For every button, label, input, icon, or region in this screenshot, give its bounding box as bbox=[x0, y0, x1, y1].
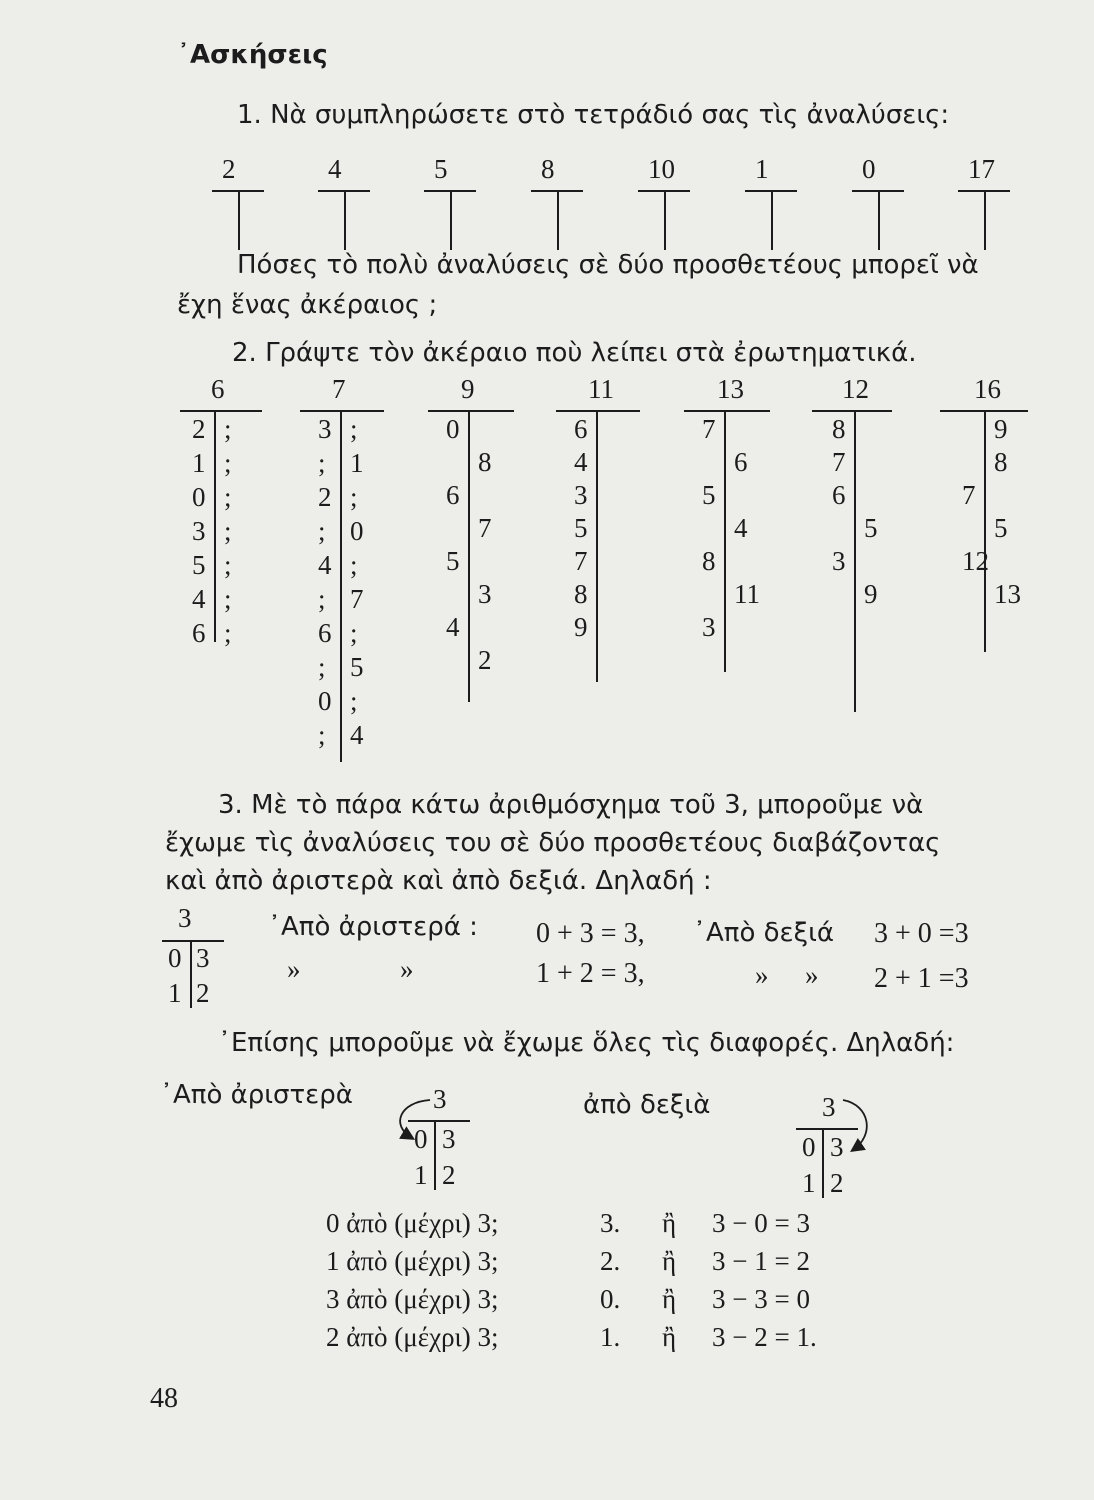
table-top-number: 6 bbox=[211, 374, 225, 404]
table-cell-right: 1 bbox=[350, 448, 364, 478]
figure-r2-left: 1 bbox=[414, 1160, 428, 1190]
differences-intro: ᾿Επίσης μποροῦμε νὰ ἔχωμε ὅλες τὶς διαφορές. Δηλαδή: bbox=[218, 1028, 955, 1058]
table-cell-right: ; bbox=[224, 584, 232, 614]
table-cell-left: 2 bbox=[318, 482, 332, 512]
table-cell-left: 0 bbox=[318, 686, 332, 716]
figure-r1-left: 0 bbox=[414, 1124, 428, 1154]
table-cell-right: 7 bbox=[350, 584, 364, 614]
table-cell-left: 3 bbox=[318, 414, 332, 444]
table-cell-left: 1 bbox=[192, 448, 206, 478]
table-cell-left: 4 bbox=[192, 584, 206, 614]
figure-r2-right: 2 bbox=[830, 1168, 844, 1198]
figure-number: 10 bbox=[648, 154, 675, 184]
difference-answer: 2. bbox=[600, 1246, 621, 1276]
figure-number: 8 bbox=[541, 154, 555, 184]
difference-equation: 3 − 2 = 1. bbox=[712, 1322, 817, 1352]
figure-r1-right: 3 bbox=[442, 1124, 456, 1154]
ditto-mark: » bbox=[755, 960, 769, 990]
table-cell-right: 3 bbox=[478, 579, 492, 609]
table-cell-right: ; bbox=[224, 550, 232, 580]
table-cell-left: 8 bbox=[832, 414, 846, 444]
table-cell-right: 11 bbox=[734, 579, 760, 609]
figure-top: 3 bbox=[433, 1084, 447, 1114]
or-word: ἢ bbox=[662, 1246, 677, 1276]
table-cell-left: 5 bbox=[192, 550, 206, 580]
table-cell-left: 3 bbox=[832, 546, 846, 576]
table-cell-left: 5 bbox=[446, 546, 460, 576]
or-word: ἢ bbox=[662, 1322, 677, 1352]
table-cell-left: 7 bbox=[702, 414, 716, 444]
ditto-mark: » bbox=[805, 960, 819, 990]
table-cell-right: ; bbox=[350, 686, 358, 716]
table-top-number: 16 bbox=[974, 374, 1001, 404]
difference-question: 3 ἀπὸ (μέχρι) 3; bbox=[326, 1284, 499, 1314]
figure-number: 1 bbox=[755, 154, 769, 184]
table-cell-right: 7 bbox=[478, 513, 492, 543]
table-cell-left: 6 bbox=[192, 618, 206, 648]
figure-r1-left: 0 bbox=[168, 943, 182, 973]
table-cell-right: 5 bbox=[864, 513, 878, 543]
ditto-mark: » bbox=[400, 954, 414, 984]
difference-equation: 3 − 0 = 3 bbox=[712, 1208, 810, 1238]
table-cell-left: 6 bbox=[832, 480, 846, 510]
heading: ᾿Ασκήσεις bbox=[177, 40, 328, 70]
table-top-number: 9 bbox=[461, 374, 475, 404]
difference-answer: 1. bbox=[600, 1322, 621, 1352]
table-cell-left: 3 bbox=[574, 480, 588, 510]
or-word: ἢ bbox=[662, 1208, 677, 1238]
table-cell-left: 8 bbox=[702, 546, 716, 576]
exercise-1-question-line-2: ἔχη ἕνας ἀκέραιος ; bbox=[177, 290, 438, 320]
table-cell-left: 3 bbox=[192, 516, 206, 546]
table-cell-left: 2 bbox=[192, 414, 206, 444]
from-right-heading: ἀπὸ δεξιὰ bbox=[583, 1090, 711, 1120]
table-cell-right: 9 bbox=[994, 414, 1008, 444]
or-word: ἢ bbox=[662, 1284, 677, 1314]
table-cell-left: ; bbox=[318, 652, 326, 682]
equation-2-plus-1: 2 + 1 =3 bbox=[874, 963, 969, 994]
from-left-label: ᾿Απὸ ἀριστερά : bbox=[268, 912, 478, 942]
figure-top: 3 bbox=[178, 903, 192, 933]
figure-number: 2 bbox=[222, 154, 236, 184]
exercise-3-line-3: καὶ ἀπὸ ἀριστερὰ καὶ ἀπὸ δεξιά. Δηλαδή : bbox=[165, 866, 712, 896]
table-cell-right: ; bbox=[224, 482, 232, 512]
difference-question: 0 ἀπὸ (μέχρι) 3; bbox=[326, 1208, 499, 1238]
table-cell-right: 8 bbox=[478, 447, 492, 477]
figure-number: 4 bbox=[328, 154, 342, 184]
figure-top: 3 bbox=[822, 1092, 836, 1122]
table-cell-left: ; bbox=[318, 720, 326, 750]
table-cell-left: ; bbox=[318, 448, 326, 478]
difference-question: 2 ἀπὸ (μέχρι) 3; bbox=[326, 1322, 499, 1352]
table-cell-left: 0 bbox=[192, 482, 206, 512]
figure-r2-right: 2 bbox=[196, 978, 210, 1008]
figure-r2-right: 2 bbox=[442, 1160, 456, 1190]
table-cell-right: ; bbox=[350, 550, 358, 580]
difference-equation: 3 − 1 = 2 bbox=[712, 1246, 810, 1276]
table-cell-right: ; bbox=[350, 618, 358, 648]
table-top-number: 13 bbox=[717, 374, 744, 404]
difference-equation: 3 − 3 = 0 bbox=[712, 1284, 810, 1314]
table-cell-left: 0 bbox=[446, 414, 460, 444]
equation-3-plus-0: 3 + 0 =3 bbox=[874, 918, 969, 949]
table-cell-right: 6 bbox=[734, 447, 748, 477]
figure-r2-left: 1 bbox=[802, 1168, 816, 1198]
table-cell-right: 9 bbox=[864, 579, 878, 609]
table-cell-right: ; bbox=[350, 414, 358, 444]
from-left-heading: ᾿Απὸ ἀριστερὰ bbox=[160, 1080, 353, 1110]
table-cell-right: 5 bbox=[994, 513, 1008, 543]
figure-number: 17 bbox=[968, 154, 995, 184]
exercise-1-question-line-1: Πόσες τὸ πολὺ ἀναλύσεις σὲ δύο προσθετέους μπορεῖ νὰ bbox=[237, 250, 979, 280]
table-cell-right: 2 bbox=[478, 645, 492, 675]
table-cell-left: 5 bbox=[702, 480, 716, 510]
figure-r2-left: 1 bbox=[168, 978, 182, 1008]
table-top-number: 11 bbox=[588, 374, 614, 404]
figure-number: 5 bbox=[434, 154, 448, 184]
table-cell-right: ; bbox=[350, 482, 358, 512]
difference-answer: 3. bbox=[600, 1208, 621, 1238]
table-cell-left: 4 bbox=[446, 612, 460, 642]
table-cell-left: 7 bbox=[962, 480, 976, 510]
table-cell-left: 9 bbox=[574, 612, 588, 642]
exercise-3-line-1: 3. Μὲ τὸ πάρα κάτω ἀριθμόσχημα τοῦ 3, μποροῦμε νὰ bbox=[218, 790, 924, 820]
figure-r1-right: 3 bbox=[830, 1132, 844, 1162]
page-number: 48 bbox=[150, 1383, 178, 1414]
left-curved-arrow-icon bbox=[400, 1100, 430, 1138]
table-cell-right: 0 bbox=[350, 516, 364, 546]
right-curved-arrow-icon bbox=[843, 1100, 867, 1150]
table-cell-right: 13 bbox=[994, 579, 1021, 609]
table-cell-right: 8 bbox=[994, 447, 1008, 477]
figure-r1-left: 0 bbox=[802, 1132, 816, 1162]
table-cell-left: 12 bbox=[962, 546, 989, 576]
table-cell-left: 6 bbox=[574, 414, 588, 444]
table-cell-left: 5 bbox=[574, 513, 588, 543]
table-cell-left: ; bbox=[318, 516, 326, 546]
table-cell-right: 4 bbox=[350, 720, 364, 750]
table-cell-left: ; bbox=[318, 584, 326, 614]
table-cell-left: 7 bbox=[574, 546, 588, 576]
equation-0-plus-3: 0 + 3 = 3, bbox=[536, 918, 645, 949]
table-cell-left: 8 bbox=[574, 579, 588, 609]
exercise-1-text: 1. Νὰ συμπληρώσετε στὸ τετράδιό σας τὶς ἀναλύσεις: bbox=[237, 100, 950, 130]
table-cell-left: 4 bbox=[574, 447, 588, 477]
exercise-3-line-2: ἔχωμε τὶς ἀναλύσεις του σὲ δύο προσθετέους διαβάζοντας bbox=[165, 828, 941, 858]
table-cell-right: 4 bbox=[734, 513, 748, 543]
table-cell-left: 6 bbox=[446, 480, 460, 510]
table-cell-right: ; bbox=[224, 414, 232, 444]
table-top-number: 12 bbox=[842, 374, 869, 404]
table-cell-left: 7 bbox=[832, 447, 846, 477]
ditto-mark: » bbox=[287, 954, 301, 984]
figure-number: 0 bbox=[862, 154, 876, 184]
difference-question: 1 ἀπὸ (μέχρι) 3; bbox=[326, 1246, 499, 1276]
table-cell-left: 6 bbox=[318, 618, 332, 648]
from-right-label: ᾿Απὸ δεξιά bbox=[693, 918, 835, 948]
table-cell-right: ; bbox=[224, 448, 232, 478]
table-cell-right: ; bbox=[224, 516, 232, 546]
table-cell-right: 5 bbox=[350, 652, 364, 682]
equation-1-plus-2: 1 + 2 = 3, bbox=[536, 958, 645, 989]
table-cell-right: ; bbox=[224, 618, 232, 648]
exercise-2-text: 2. Γράψτε τὸν ἀκέραιο ποὺ λείπει στὰ ἐρωτηματικά. bbox=[232, 338, 917, 368]
table-cell-left: 3 bbox=[702, 612, 716, 642]
figure-r1-right: 3 bbox=[196, 943, 210, 973]
table-top-number: 7 bbox=[332, 374, 346, 404]
table-cell-left: 4 bbox=[318, 550, 332, 580]
difference-answer: 0. bbox=[600, 1284, 621, 1314]
